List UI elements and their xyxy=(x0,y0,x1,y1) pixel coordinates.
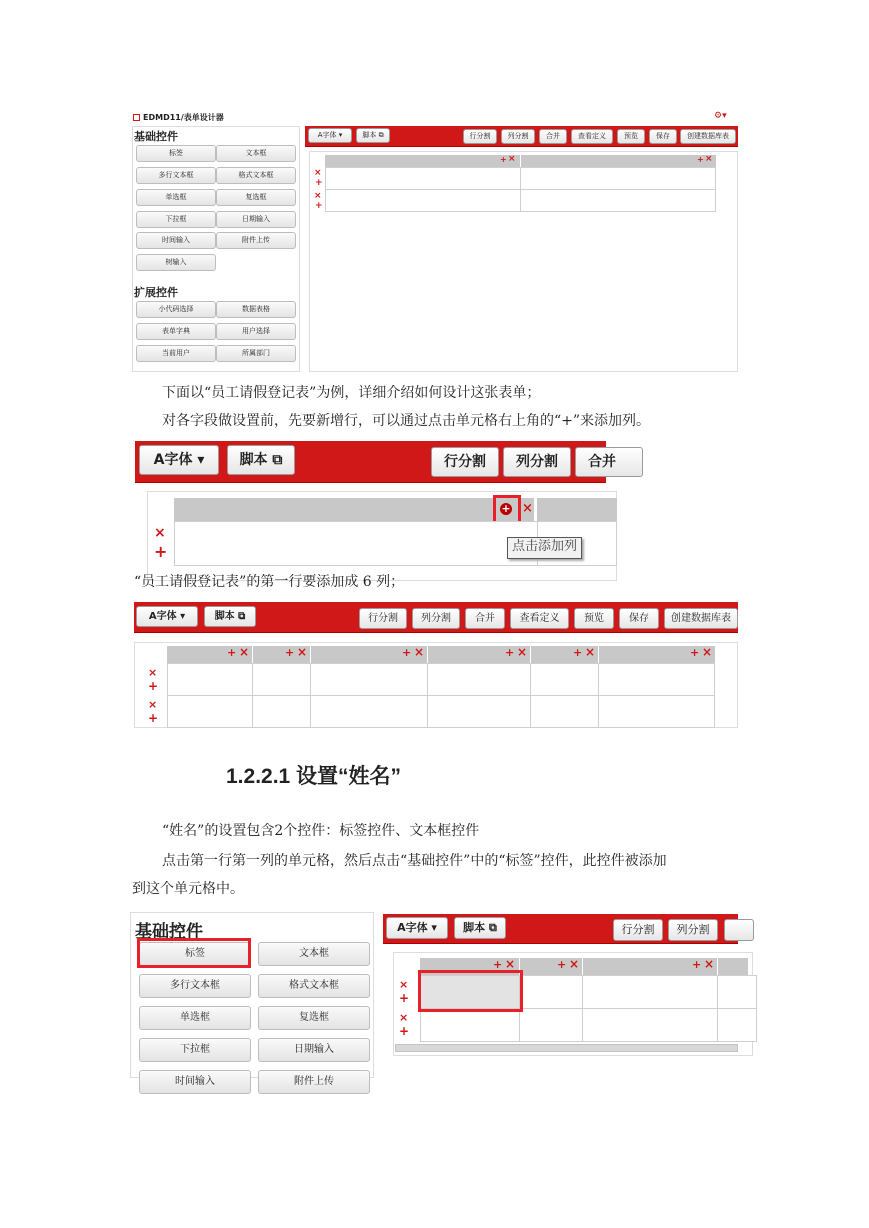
control-department[interactable]: 所属部门 xyxy=(216,345,296,362)
control-time[interactable]: 时间输入 xyxy=(136,232,216,249)
merge-button[interactable]: 合并 xyxy=(465,608,505,629)
paragraph: 下面以“员工请假登记表”为例，详细介绍如何设计这张表单； xyxy=(162,385,541,401)
control-upload[interactable]: 附件上传 xyxy=(216,232,296,249)
tooltip: 点击添加列 xyxy=(507,537,582,559)
control-label[interactable]: 标签 xyxy=(136,145,216,162)
delete-row-icon[interactable]: × xyxy=(154,525,166,541)
column-header xyxy=(718,958,748,975)
paragraph: “员工请假登记表”的第一行要添加成 6 列； xyxy=(134,574,405,590)
control-radio[interactable]: 单选框 xyxy=(136,189,216,206)
control-dropdown[interactable]: 下拉框 xyxy=(139,1038,251,1062)
create-table-button[interactable]: 创建数据库表 xyxy=(680,129,736,144)
form-cell[interactable] xyxy=(310,695,428,728)
create-table-button[interactable]: 创建数据库表 xyxy=(664,608,738,629)
delete-column-icon[interactable]: × xyxy=(414,645,425,659)
add-row-icon[interactable]: + xyxy=(148,711,159,725)
row-split-button[interactable]: 行分割 xyxy=(431,447,499,477)
paragraph: 对各字段做设置前，先要新增行，可以通过点击单元格右上角的“+”来添加列。 xyxy=(162,413,651,429)
add-row-icon[interactable]: + xyxy=(148,679,159,693)
control-richtext[interactable]: 格式文本框 xyxy=(216,167,296,184)
add-column-icon[interactable]: + xyxy=(227,646,237,659)
control-upload[interactable]: 附件上传 xyxy=(258,1070,370,1094)
screenshot-form-designer xyxy=(132,108,738,372)
row-split-button[interactable]: 行分割 xyxy=(613,919,663,941)
add-row-icon[interactable]: + xyxy=(315,201,323,211)
add-row-icon[interactable]: + xyxy=(399,991,410,1005)
form-cell[interactable] xyxy=(717,975,757,1009)
form-cell[interactable] xyxy=(530,695,599,728)
section-heading: 1.2.2.1 设置“姓名” xyxy=(226,765,402,788)
form-cell[interactable] xyxy=(252,663,311,696)
delete-row-icon[interactable]: × xyxy=(148,666,158,679)
form-cell[interactable] xyxy=(174,521,538,566)
window-icon xyxy=(133,114,140,121)
form-cell[interactable] xyxy=(530,663,599,696)
basic-controls-title: 基础控件 xyxy=(134,130,178,143)
control-current-user[interactable]: 当前用户 xyxy=(136,345,216,362)
basic-controls-title: 基础控件 xyxy=(135,922,203,942)
form-cell[interactable] xyxy=(598,663,715,696)
script-button[interactable]: 脚本 ⧉ xyxy=(356,128,390,143)
selected-cell-highlight xyxy=(418,970,523,1012)
control-textbox[interactable]: 文本框 xyxy=(258,942,370,966)
delete-column-icon[interactable]: × xyxy=(569,957,580,971)
script-button[interactable]: 脚本 ⧉ xyxy=(227,445,295,475)
control-checkbox[interactable]: 复选框 xyxy=(258,1006,370,1030)
horizontal-scrollbar[interactable] xyxy=(395,1044,738,1052)
form-cell[interactable] xyxy=(427,695,531,728)
add-row-icon[interactable]: + xyxy=(154,542,168,561)
row-split-button[interactable]: 行分割 xyxy=(359,608,407,629)
col-split-button[interactable]: 列分割 xyxy=(668,919,718,941)
control-dropdown[interactable]: 下拉框 xyxy=(136,211,216,228)
view-definition-button[interactable]: 查看定义 xyxy=(571,129,613,144)
font-button[interactable]: A字体 ▾ xyxy=(308,128,352,143)
form-cell[interactable] xyxy=(420,1008,520,1042)
form-cell[interactable] xyxy=(520,167,716,190)
form-cell[interactable] xyxy=(325,189,521,212)
add-column-icon[interactable]: + xyxy=(573,646,583,659)
form-cell[interactable] xyxy=(167,695,253,728)
add-column-icon[interactable]: + xyxy=(500,155,507,164)
delete-column-icon[interactable]: × xyxy=(239,645,250,659)
merge-button[interactable]: 合并 xyxy=(575,447,643,477)
label-control-highlight xyxy=(137,938,251,968)
delete-column-icon[interactable]: × xyxy=(297,645,308,659)
save-button[interactable]: 保存 xyxy=(619,608,659,629)
form-cell[interactable] xyxy=(520,189,716,212)
col-split-button[interactable]: 列分割 xyxy=(503,447,571,477)
row-split-button[interactable]: 行分割 xyxy=(463,129,497,144)
control-checkbox[interactable]: 复选框 xyxy=(216,189,296,206)
delete-column-icon[interactable]: × xyxy=(517,645,528,659)
plus-glyph: + xyxy=(501,502,511,515)
save-button[interactable]: 保存 xyxy=(649,129,677,144)
gear-icon[interactable]: ⚙▾ xyxy=(714,111,727,121)
control-date[interactable]: 日期输入 xyxy=(258,1038,370,1062)
delete-column-icon[interactable]: × xyxy=(704,957,715,971)
script-button[interactable]: 脚本 ⧉ xyxy=(454,917,506,939)
add-column-icon[interactable]: + xyxy=(690,646,700,659)
form-cell[interactable] xyxy=(167,663,253,696)
delete-row-icon[interactable]: × xyxy=(399,978,409,991)
font-button[interactable]: A字体 ▾ xyxy=(139,445,219,475)
control-dictionary[interactable]: 表单字典 xyxy=(136,323,216,340)
control-radio[interactable]: 单选框 xyxy=(139,1006,251,1030)
control-data-grid[interactable]: 数据表格 xyxy=(216,301,296,318)
column-header xyxy=(174,498,534,521)
add-column-circle-icon[interactable] xyxy=(500,503,512,515)
form-cell[interactable] xyxy=(519,975,583,1009)
control-user-select[interactable]: 用户选择 xyxy=(216,323,296,340)
column-header xyxy=(537,498,617,521)
control-tree[interactable]: 树输入 xyxy=(136,254,216,271)
delete-row-icon[interactable]: × xyxy=(399,1011,409,1024)
screenshot-add-column xyxy=(135,441,616,574)
screenshot-cell-selected xyxy=(383,914,738,1056)
form-cell[interactable] xyxy=(519,1008,583,1042)
control-textarea[interactable]: 多行文本框 xyxy=(139,974,251,998)
paragraph: 点击第一行第一列的单元格，然后点击“基础控件”中的“标签”控件，此控件被添加 xyxy=(162,853,667,869)
column-header xyxy=(325,155,520,167)
window-title: EDMD11/表单设计器 xyxy=(143,113,224,122)
add-column-icon[interactable]: + xyxy=(402,646,412,659)
control-textarea[interactable]: 多行文本框 xyxy=(136,167,216,184)
delete-column-icon[interactable]: × xyxy=(705,154,713,164)
add-column-icon[interactable]: + xyxy=(557,958,567,971)
font-button[interactable]: A字体 ▾ xyxy=(136,606,198,627)
add-row-icon[interactable]: + xyxy=(315,178,323,188)
delete-column-icon[interactable]: × xyxy=(522,501,533,516)
add-row-icon[interactable]: + xyxy=(399,1024,410,1038)
form-cell[interactable] xyxy=(325,167,521,190)
delete-row-icon[interactable]: × xyxy=(314,191,322,201)
control-richtext[interactable]: 格式文本框 xyxy=(258,974,370,998)
delete-column-icon[interactable]: × xyxy=(585,645,596,659)
merge-button[interactable]: 合并 xyxy=(539,129,567,144)
form-cell[interactable] xyxy=(582,1008,718,1042)
add-column-icon[interactable]: + xyxy=(692,958,702,971)
add-column-icon[interactable]: + xyxy=(493,958,503,971)
control-code-select[interactable]: 小代码选择 xyxy=(136,301,216,318)
add-column-icon[interactable]: + xyxy=(285,646,295,659)
ext-controls-title: 扩展控件 xyxy=(134,286,178,299)
form-cell[interactable] xyxy=(427,663,531,696)
form-cell[interactable] xyxy=(310,663,428,696)
form-cell[interactable] xyxy=(252,695,311,728)
control-textbox[interactable]: 文本框 xyxy=(216,145,296,162)
delete-column-icon[interactable]: × xyxy=(508,154,516,164)
paragraph: 到这个单元格中。 xyxy=(132,881,244,897)
control-time[interactable]: 时间输入 xyxy=(139,1070,251,1094)
col-split-button[interactable]: 列分割 xyxy=(501,129,535,144)
add-column-icon[interactable]: + xyxy=(505,646,515,659)
delete-row-icon[interactable]: × xyxy=(148,698,158,711)
form-cell[interactable] xyxy=(582,975,718,1009)
delete-row-icon[interactable]: × xyxy=(314,168,322,178)
form-cell[interactable] xyxy=(717,1008,757,1042)
screenshot-six-columns xyxy=(134,602,738,728)
column-header xyxy=(428,646,530,663)
font-button[interactable]: A字体 ▾ xyxy=(386,917,448,939)
screenshot-basic-controls xyxy=(130,912,374,1087)
column-header xyxy=(521,155,716,167)
preview-button[interactable]: 预览 xyxy=(617,129,645,144)
merge-button-partial[interactable] xyxy=(724,919,754,941)
delete-column-icon[interactable]: × xyxy=(505,957,516,971)
add-column-icon[interactable]: + xyxy=(697,155,704,164)
col-split-button[interactable]: 列分割 xyxy=(412,608,460,629)
paragraph: “姓名”的设置包含2个控件：标签控件、文本框控件 xyxy=(162,823,480,839)
script-button[interactable]: 脚本 ⧉ xyxy=(204,606,256,627)
control-date[interactable]: 日期输入 xyxy=(216,211,296,228)
delete-column-icon[interactable]: × xyxy=(702,645,713,659)
preview-button[interactable]: 预览 xyxy=(574,608,614,629)
control-label[interactable]: 标签 xyxy=(139,942,251,966)
form-cell[interactable] xyxy=(598,695,715,728)
view-definition-button[interactable]: 查看定义 xyxy=(510,608,569,629)
